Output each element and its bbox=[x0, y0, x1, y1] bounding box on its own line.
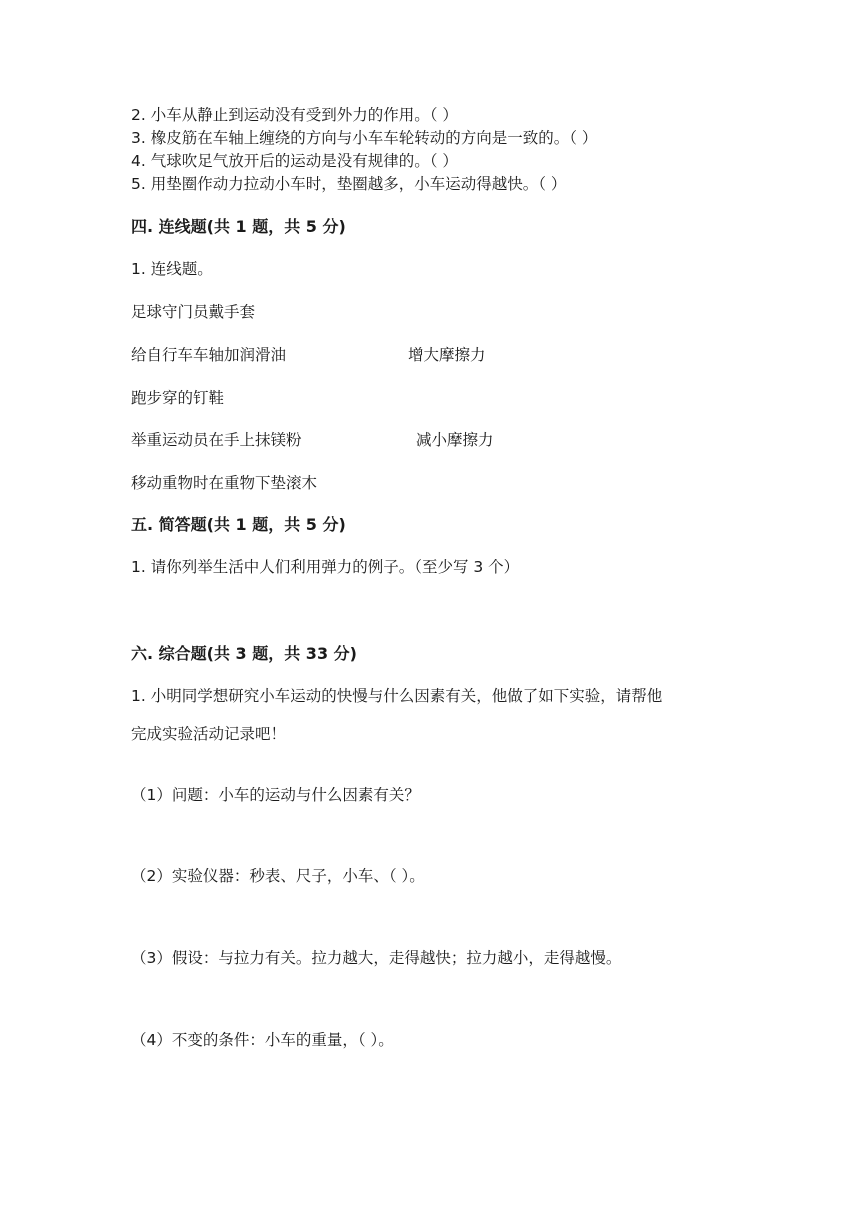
section-heading-matching: 四. 连线题(共 1 题，共 5 分) bbox=[131, 217, 346, 236]
section-heading-short-answer: 五. 简答题(共 1 题，共 5 分) bbox=[131, 515, 346, 534]
matching-right-item: 减小摩擦力 bbox=[416, 431, 494, 449]
matching-left-item: 足球守门员戴手套 bbox=[131, 303, 256, 321]
matching-left-item: 跑步穿的钉鞋 bbox=[131, 389, 225, 407]
judgement-item-4: 4. 气球吹足气放开后的运动是没有规律的。（ ） bbox=[131, 152, 458, 170]
experiment-step: （2）实验仪器：秒表、尺子，小车、（ ）。 bbox=[131, 867, 425, 885]
short-answer-question: 1. 请你列举生活中人们利用弹力的例子。（至少写 3 个） bbox=[131, 558, 520, 576]
judgement-item-3: 3. 橡皮筋在车轴上缠绕的方向与小车车轮转动的方向是一致的。（ ） bbox=[131, 129, 598, 147]
matching-left-item: 举重运动员在手上抹镁粉 bbox=[131, 431, 302, 449]
experiment-step: （4）不变的条件：小车的重量，（ ）。 bbox=[131, 1031, 394, 1049]
comprehensive-question-line1: 1. 小明同学想研究小车运动的快慢与什么因素有关，他做了如下实验，请帮他 bbox=[131, 687, 663, 705]
experiment-step: （3）假设：与拉力有关。拉力越大，走得越快；拉力越小，走得越慢。 bbox=[131, 949, 622, 967]
matching-left-item: 移动重物时在重物下垫滚木 bbox=[131, 474, 318, 492]
matching-right-item: 增大摩擦力 bbox=[408, 346, 486, 364]
section-heading-comprehensive: 六. 综合题(共 3 题，共 33 分) bbox=[131, 644, 357, 663]
matching-question: 1. 连线题。 bbox=[131, 260, 213, 278]
matching-left-item: 给自行车车轴加润滑油 bbox=[131, 346, 287, 364]
judgement-item-2: 2. 小车从静止到运动没有受到外力的作用。（ ） bbox=[131, 106, 458, 124]
comprehensive-question-line2: 完成实验活动记录吧！ bbox=[131, 725, 287, 743]
judgement-item-5: 5. 用垫圈作动力拉动小车时，垫圈越多，小车运动得越快。（ ） bbox=[131, 175, 567, 193]
experiment-step: （1）问题：小车的运动与什么因素有关？ bbox=[131, 786, 420, 804]
